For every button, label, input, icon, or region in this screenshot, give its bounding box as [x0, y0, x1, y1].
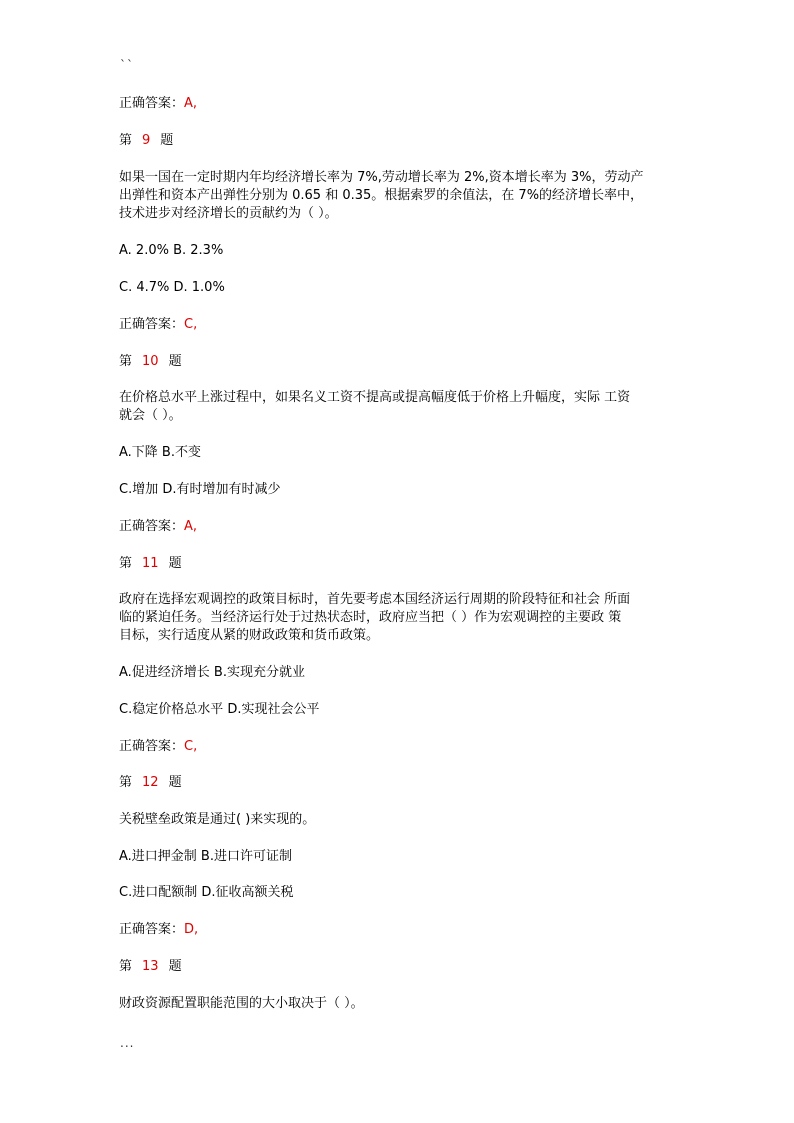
question-suffix: 题	[160, 133, 174, 148]
answer-label: 正确答案：	[119, 317, 185, 332]
question-suffix: 题	[168, 959, 182, 974]
answer-line	[119, 738, 197, 756]
question-suffix: 题	[168, 354, 182, 369]
option-line: C. 4.7% D. 1.0%	[119, 280, 225, 295]
answer-value: C,	[184, 739, 198, 754]
question-stem-line: 出弹性和资本产出弹性分别为 0.65 和 0.35。根据索罗的余值法，在 7%的经济增长率中，	[119, 188, 644, 203]
question-number: 9	[142, 133, 151, 148]
question-suffix: 题	[168, 556, 182, 571]
answer-line	[119, 95, 197, 113]
question-prefix: 第	[119, 775, 133, 790]
bottom-mark: ...	[120, 1036, 135, 1050]
answer-label: 正确答案：	[119, 922, 185, 937]
question-prefix: 第	[119, 556, 133, 571]
question-stem-line: 在价格总水平上涨过程中，如果名义工资不提高或提高幅度低于价格上升幅度，实际 工资	[119, 390, 631, 405]
question-heading	[119, 353, 182, 371]
question-prefix: 第	[119, 354, 133, 369]
question-stem-line: 财政资源配置职能范围的大小取决于（ ）。	[119, 996, 364, 1011]
question-heading	[119, 958, 182, 976]
answer-line	[119, 921, 198, 939]
option-line: A.下降 B.不变	[119, 445, 201, 460]
answer-value: A,	[184, 519, 198, 534]
top-mark: ``	[120, 58, 134, 72]
answer-line	[119, 316, 197, 334]
question-heading	[119, 555, 182, 573]
answer-value: A,	[184, 96, 198, 111]
answer-value: C,	[184, 317, 198, 332]
answer-label: 正确答案：	[119, 739, 185, 754]
answer-label: 正确答案：	[119, 519, 185, 534]
question-stem-line: 就会（ ）。	[119, 408, 182, 423]
option-line: A. 2.0% B. 2.3%	[119, 243, 224, 258]
question-prefix: 第	[119, 959, 133, 974]
question-stem-line: 关税壁垒政策是通过( )来实现的。	[119, 812, 316, 827]
question-stem-line: 政府在选择宏观调控的政策目标时，首先要考虑本国经济运行周期的阶段特征和社会 所面	[119, 592, 631, 607]
question-stem-line: 临的紧迫任务。当经济运行处于过热状态时，政府应当把（ ）作为宏观调控的主要政 策	[119, 610, 622, 625]
question-suffix: 题	[168, 775, 182, 790]
question-number: 13	[142, 959, 159, 974]
question-heading	[119, 132, 173, 150]
answer-value: D,	[184, 922, 199, 937]
answer-line	[119, 518, 197, 536]
question-prefix: 第	[119, 133, 133, 148]
question-number: 12	[142, 775, 159, 790]
option-line: A.进口押金制 B.进口许可证制	[119, 849, 292, 864]
option-line: C.进口配额制 D.征收高额关税	[119, 885, 294, 900]
option-line: A.促进经济增长 B.实现充分就业	[119, 665, 305, 680]
option-line: C.稳定价格总水平 D.实现社会公平	[119, 702, 320, 717]
answer-label: 正确答案：	[119, 96, 185, 111]
question-stem-line: 目标，实行适度从紧的财政政策和货币政策。	[119, 628, 380, 643]
question-stem-line: 技术进步对经济增长的贡献约为（ ）。	[119, 206, 338, 221]
question-heading	[119, 774, 182, 792]
option-line: C.增加 D.有时增加有时减少	[119, 482, 281, 497]
question-number: 10	[142, 354, 159, 369]
question-number: 11	[142, 556, 159, 571]
question-stem-line: 如果一国在一定时期内年均经济增长率为 7%,劳动增长率为 2%,资本增长率为 3%，劳动产	[119, 170, 644, 185]
